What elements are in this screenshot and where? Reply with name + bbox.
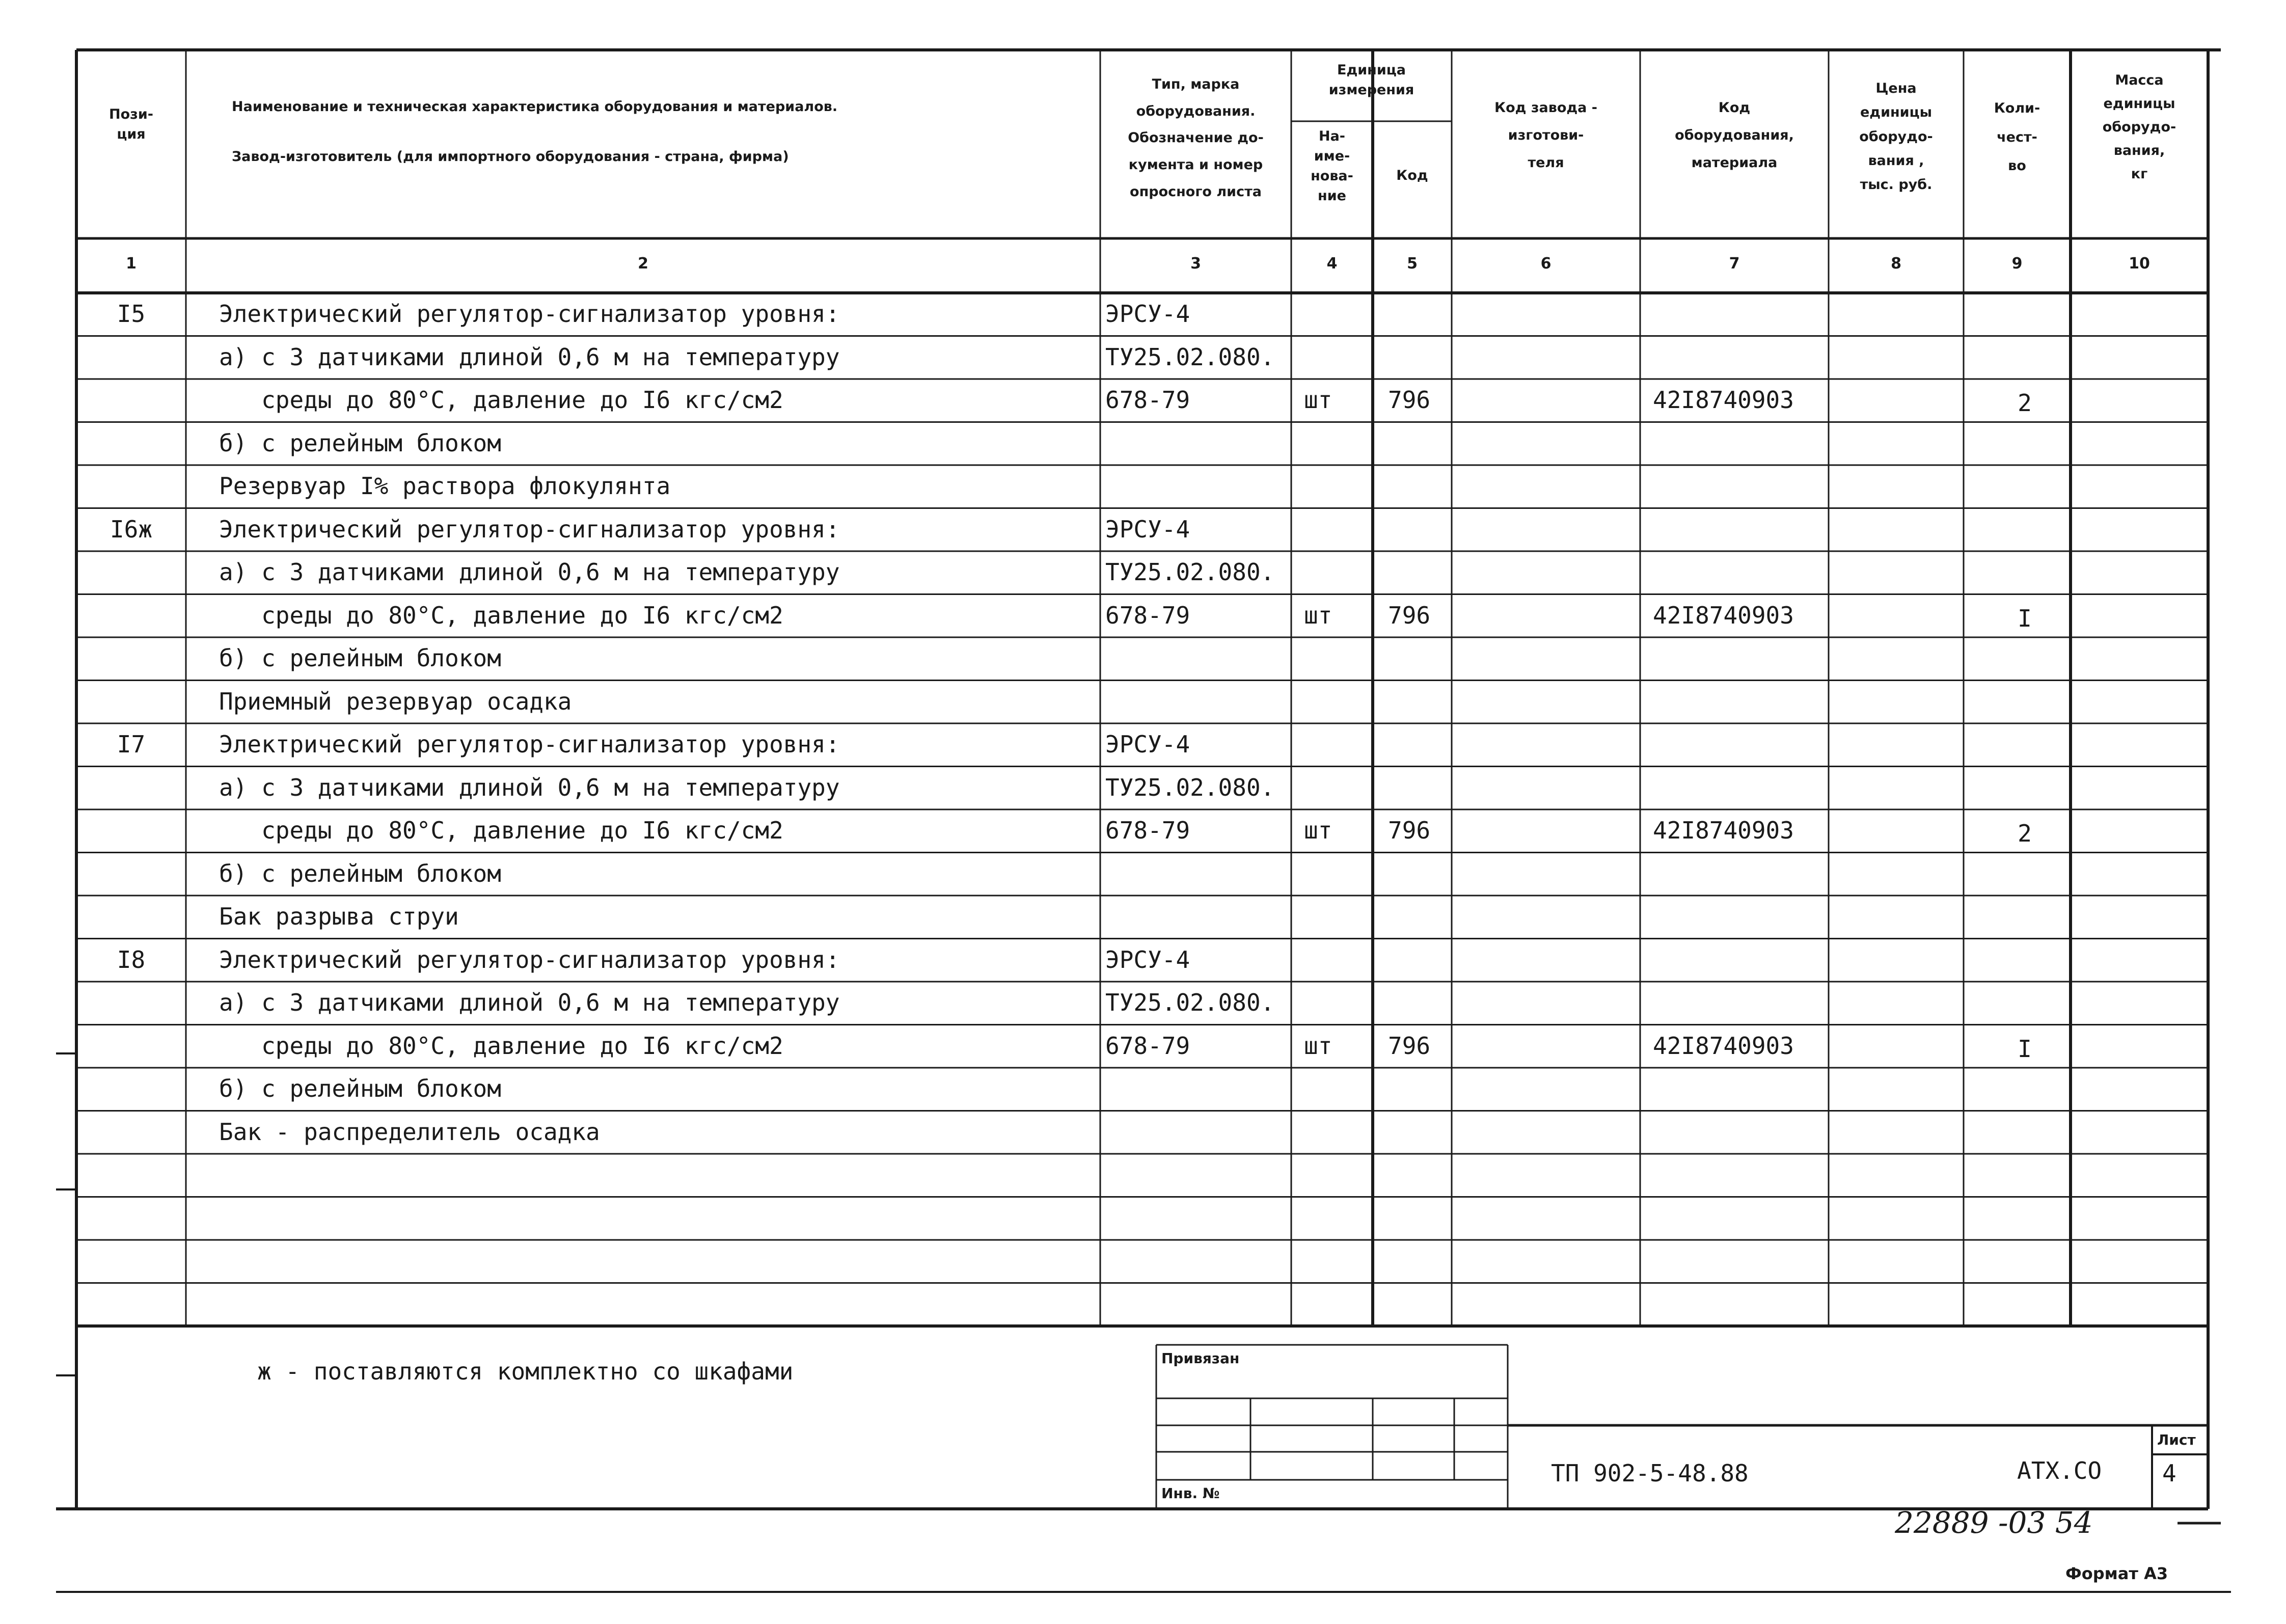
cell-type: ТУ25.02.080. (1105, 989, 1275, 1016)
column-number: 4 (1326, 255, 1338, 273)
cell-name: Электрический регулятор-сигнализатор уровня: (219, 515, 840, 543)
cell-name: среды до 80°С, давление до I6 кгс/см2 (219, 601, 783, 629)
column-number: 10 (2129, 255, 2150, 273)
cell-type: 678-79 (1105, 1032, 1190, 1060)
cell-unit-code: 796 (1388, 817, 1431, 844)
stamp-bound-label: Привязан (1161, 1350, 1240, 1367)
header-unit-code: Код (1396, 168, 1428, 183)
cell-quantity: I (2018, 604, 2032, 632)
cell-unit: шт (1304, 601, 1332, 629)
document-code: ТП 902-5-48.88 (1551, 1459, 1749, 1487)
header-equipment-code: Код оборудования, материала (1675, 100, 1794, 171)
cell-type: ЭРСУ-4 (1105, 515, 1190, 543)
cell-name: Бак - распределитель осадка (219, 1118, 600, 1146)
cell-unit-code: 796 (1388, 601, 1431, 629)
sheet-number: 4 (2162, 1459, 2176, 1487)
cell-equipment-code: 42I8740903 (1653, 601, 1794, 629)
cell-name: Электрический регулятор-сигнализатор уровня: (219, 945, 840, 973)
cell-name: б) с релейным блоком (219, 1075, 501, 1102)
cell-name: б) с релейным блоком (219, 644, 501, 672)
cell-name: Резервуар I% раствора флокулянта (219, 472, 671, 500)
footnote: ж - поставляются комплектно со шкафами (257, 1358, 794, 1385)
cell-quantity: 2 (2018, 389, 2032, 417)
cell-name: Электрический регулятор-сигнализатор уровня: (219, 730, 840, 758)
header-plant-code: Код завода - изготови- теля (1494, 100, 1597, 171)
header-unit-group: Единица измерения (1328, 62, 1414, 98)
cell-name: а) с 3 датчиками длиной 0,6 м на температуру (219, 558, 840, 586)
cell-type: ТУ25.02.080. (1105, 773, 1275, 801)
cell-equipment-code: 42I8740903 (1653, 817, 1794, 844)
column-number: 8 (1891, 255, 1901, 273)
cell-name: среды до 80°С, давление до I6 кгс/см2 (219, 817, 783, 844)
column-number: 9 (2011, 255, 2023, 273)
cell-equipment-code: 42I8740903 (1653, 386, 1794, 414)
cell-quantity: 2 (2018, 820, 2032, 847)
cell-type: ТУ25.02.080. (1105, 558, 1275, 586)
cell-name: а) с 3 датчиками длиной 0,6 м на температуру (219, 343, 840, 371)
cell-type: ЭРСУ-4 (1105, 945, 1190, 973)
cell-unit: шт (1304, 1032, 1332, 1060)
header-name-line1: Наименование и техническая характеристика оборудования и материалов. (232, 99, 838, 115)
cell-unit-code: 796 (1388, 1032, 1431, 1060)
cell-name: б) с релейным блоком (219, 429, 501, 457)
column-number: 1 (126, 255, 137, 273)
stamp-inventory-label: Инв. № (1161, 1485, 1220, 1502)
cell-position: I5 (117, 300, 146, 328)
cell-type: ТУ25.02.080. (1105, 343, 1275, 371)
cell-type: 678-79 (1105, 817, 1190, 844)
cell-type: 678-79 (1105, 601, 1190, 629)
cell-type: ЭРСУ-4 (1105, 730, 1190, 758)
cell-quantity: I (2018, 1035, 2032, 1063)
cell-unit: шт (1304, 386, 1332, 414)
header-mass: Масса единицы оборудо- вания, кг (2102, 72, 2176, 182)
cell-unit-code: 796 (1388, 386, 1431, 414)
column-number: 2 (638, 255, 648, 273)
sheet-label: Лист (2157, 1431, 2196, 1448)
cell-name: а) с 3 датчиками длиной 0,6 м на температуру (219, 773, 840, 801)
cell-unit: шт (1304, 817, 1332, 844)
column-number: 6 (1540, 255, 1552, 273)
cell-name: среды до 80°С, давление до I6 кгс/см2 (219, 386, 783, 414)
header-unit-name: На- име- нова- ние (1311, 128, 1353, 204)
cell-position: I6ж (110, 515, 153, 543)
cell-name: а) с 3 датчиками длиной 0,6 м на температуру (219, 989, 840, 1016)
header-position: Пози- ция (109, 106, 153, 143)
cell-position: I8 (117, 945, 146, 973)
format-label: Формат А3 (2065, 1564, 2168, 1583)
cell-position: I7 (117, 730, 146, 758)
header-name-line2: Завод-изготовитель (для импортного оборудования - страна, фирма) (232, 149, 789, 165)
column-number: 3 (1190, 255, 1201, 273)
archive-number: 22889 -03 54 (1895, 1505, 2093, 1540)
document-mark: АТХ.СО (2017, 1457, 2102, 1484)
cell-equipment-code: 42I8740903 (1653, 1032, 1794, 1060)
column-number: 5 (1407, 255, 1418, 273)
header-quantity: Коли- чест- во (1994, 100, 2040, 174)
header-type: Тип, марка оборудования. Обозначение до- кумента и номер опросного листа (1128, 76, 1264, 200)
header-price: Цена единицы оборудо- вания , тыс. руб. (1859, 80, 1933, 193)
cell-name: Приемный резервуар осадка (219, 687, 572, 715)
cell-type: ЭРСУ-4 (1105, 300, 1190, 328)
column-number: 7 (1729, 255, 1740, 273)
cell-name: среды до 80°С, давление до I6 кгс/см2 (219, 1032, 783, 1060)
cell-name: Бак разрыва струи (219, 903, 459, 930)
cell-name: Электрический регулятор-сигнализатор уровня: (219, 300, 840, 328)
cell-type: 678-79 (1105, 386, 1190, 414)
cell-name: б) с релейным блоком (219, 859, 501, 887)
